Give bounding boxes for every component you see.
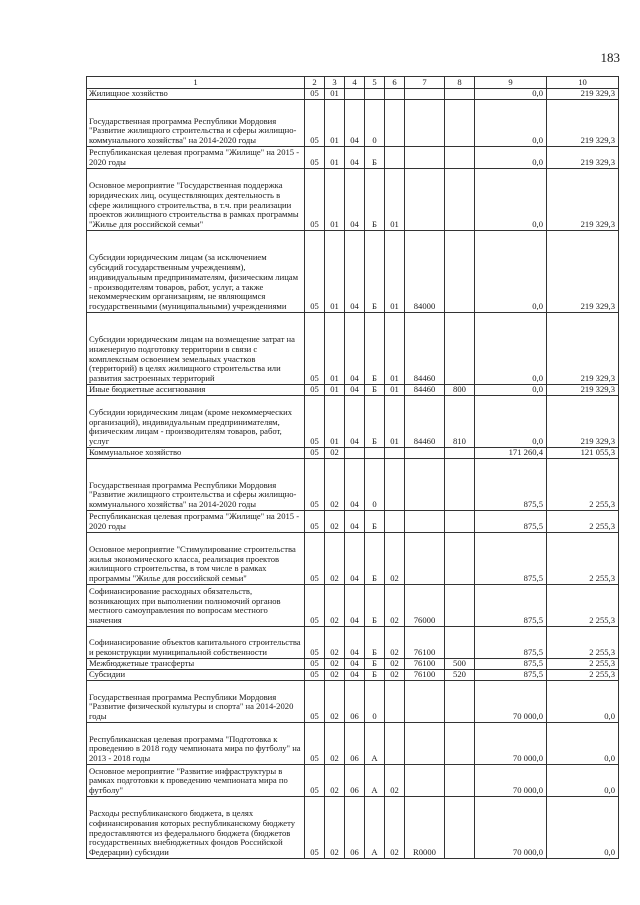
direction-code: 76100 — [405, 627, 445, 659]
program-code: 04 — [345, 533, 365, 585]
table-row — [87, 670, 619, 681]
subsection-code: 01 — [325, 169, 345, 231]
row-description: Софинансирование объектов капитального строительства и реконструкции муниципальной собственности — [87, 627, 305, 659]
expense-type-code — [445, 511, 475, 533]
expense-type-code — [445, 459, 475, 511]
table-row — [87, 533, 619, 585]
direction-code: 84460 — [405, 396, 445, 448]
header-cell: 10 — [547, 77, 619, 89]
header-cell: 3 — [325, 77, 345, 89]
row-description: Расходы республиканского бюджета, в целях софинансирования которых республиканскому бюджету предоставляются из федерального бюджета (бюджетов государственных внебюджетных фондов Российской Федерации) субсидии — [87, 797, 305, 859]
subprogram-code: А — [365, 797, 385, 859]
activity-code — [385, 459, 405, 511]
amount-col10: 2 255,3 — [547, 459, 619, 511]
activity-code: 01 — [385, 231, 405, 313]
activity-code — [385, 147, 405, 169]
subsection-code: 02 — [325, 659, 345, 670]
amount-col10: 2 255,3 — [547, 670, 619, 681]
amount-col9: 70 000,0 — [475, 681, 547, 723]
section-code: 05 — [305, 313, 325, 385]
direction-code: 76000 — [405, 585, 445, 627]
amount-col10: 219 329,3 — [547, 231, 619, 313]
program-code: 04 — [345, 169, 365, 231]
expense-type-code — [445, 797, 475, 859]
program-code: 06 — [345, 797, 365, 859]
section-code: 05 — [305, 585, 325, 627]
amount-col9: 0,0 — [475, 169, 547, 231]
subsection-code: 01 — [325, 147, 345, 169]
activity-code: 01 — [385, 385, 405, 396]
section-code: 05 — [305, 765, 325, 797]
subsection-code: 01 — [325, 385, 345, 396]
direction-code — [405, 100, 445, 147]
activity-code: 01 — [385, 313, 405, 385]
header-cell: 1 — [87, 77, 305, 89]
direction-code — [405, 723, 445, 765]
table-row — [87, 797, 619, 859]
expense-type-code — [445, 681, 475, 723]
activity-code — [385, 723, 405, 765]
header-cell: 7 — [405, 77, 445, 89]
row-description: Жилищное хозяйство — [87, 89, 305, 100]
direction-code: 84460 — [405, 385, 445, 396]
section-code: 05 — [305, 147, 325, 169]
table-row — [87, 723, 619, 765]
subprogram-code: А — [365, 723, 385, 765]
row-description: Основное мероприятие "Развитие инфраструктуры в рамках подготовки к проведению чемпионата мира по футболу" — [87, 765, 305, 797]
program-code — [345, 448, 365, 459]
budget-table — [86, 76, 619, 859]
expense-type-code: 520 — [445, 670, 475, 681]
direction-code — [405, 459, 445, 511]
section-code: 05 — [305, 89, 325, 100]
subprogram-code: Б — [365, 533, 385, 585]
program-code: 04 — [345, 313, 365, 385]
row-description: Государственная программа Республики Мордовия "Развитие физической культуры и спорта" на 2014-2020 годы — [87, 681, 305, 723]
subsection-code: 02 — [325, 448, 345, 459]
subprogram-code — [365, 89, 385, 100]
header-cell: 8 — [445, 77, 475, 89]
activity-code: 01 — [385, 169, 405, 231]
activity-code: 02 — [385, 797, 405, 859]
direction-code — [405, 765, 445, 797]
amount-col10: 2 255,3 — [547, 627, 619, 659]
amount-col9: 0,0 — [475, 89, 547, 100]
amount-col10: 0,0 — [547, 723, 619, 765]
direction-code: 76100 — [405, 659, 445, 670]
row-description: Государственная программа Республики Мордовия "Развитие жилищного строительства и сферы жилищно-коммунального хозяйства" на 2014-2020 годы — [87, 100, 305, 147]
activity-code — [385, 100, 405, 147]
subsection-code: 02 — [325, 627, 345, 659]
amount-col10: 219 329,3 — [547, 385, 619, 396]
subsection-code: 02 — [325, 459, 345, 511]
direction-code — [405, 681, 445, 723]
page-number: 183 — [600, 50, 620, 65]
subprogram-code: Б — [365, 385, 385, 396]
amount-col10: 0,0 — [547, 797, 619, 859]
program-code: 04 — [345, 396, 365, 448]
section-code: 05 — [305, 659, 325, 670]
amount-col10: 2 255,3 — [547, 511, 619, 533]
program-code — [345, 89, 365, 100]
subsection-code: 02 — [325, 797, 345, 859]
amount-col9: 0,0 — [475, 231, 547, 313]
program-code: 04 — [345, 385, 365, 396]
activity-code: 02 — [385, 670, 405, 681]
row-description: Субсидии — [87, 670, 305, 681]
amount-col9: 70 000,0 — [475, 797, 547, 859]
section-code: 05 — [305, 100, 325, 147]
subsection-code: 02 — [325, 765, 345, 797]
expense-type-code — [445, 89, 475, 100]
expense-type-code — [445, 231, 475, 313]
subprogram-code: Б — [365, 670, 385, 681]
subprogram-code: 0 — [365, 100, 385, 147]
subsection-code: 01 — [325, 100, 345, 147]
amount-col9: 171 260,4 — [475, 448, 547, 459]
activity-code: 01 — [385, 396, 405, 448]
subprogram-code: Б — [365, 396, 385, 448]
subprogram-code: Б — [365, 313, 385, 385]
table-row — [87, 511, 619, 533]
amount-col10: 2 255,3 — [547, 533, 619, 585]
direction-code — [405, 89, 445, 100]
expense-type-code — [445, 169, 475, 231]
section-code: 05 — [305, 670, 325, 681]
section-code: 05 — [305, 459, 325, 511]
amount-col9: 0,0 — [475, 385, 547, 396]
header-row — [87, 77, 619, 89]
section-code: 05 — [305, 396, 325, 448]
subprogram-code — [365, 448, 385, 459]
subsection-code: 02 — [325, 533, 345, 585]
subsection-code: 02 — [325, 723, 345, 765]
row-description: Государственная программа Республики Мордовия "Развитие жилищного строительства и сферы жилищно-коммунального хозяйства" на 2014-2020 годы — [87, 459, 305, 511]
row-description: Субсидии юридическим лицам (кроме некоммерческих организаций), индивидуальным предпринимателям, физическим лицам - производителям товаров, работ, услуг — [87, 396, 305, 448]
activity-code: 02 — [385, 659, 405, 670]
expense-type-code — [445, 627, 475, 659]
amount-col9: 875,5 — [475, 459, 547, 511]
table-row — [87, 627, 619, 659]
direction-code — [405, 533, 445, 585]
program-code: 06 — [345, 765, 365, 797]
table-row — [87, 681, 619, 723]
direction-code — [405, 169, 445, 231]
subsection-code: 01 — [325, 231, 345, 313]
direction-code: 84000 — [405, 231, 445, 313]
row-description: Коммунальное хозяйство — [87, 448, 305, 459]
expense-type-code: 800 — [445, 385, 475, 396]
amount-col10: 121 055,3 — [547, 448, 619, 459]
section-code: 05 — [305, 533, 325, 585]
expense-type-code — [445, 533, 475, 585]
subprogram-code: 0 — [365, 459, 385, 511]
expense-type-code — [445, 765, 475, 797]
expense-type-code: 500 — [445, 659, 475, 670]
direction-code — [405, 511, 445, 533]
row-description: Межбюджетные трансферты — [87, 659, 305, 670]
activity-code — [385, 448, 405, 459]
table-row — [87, 396, 619, 448]
header-cell: 4 — [345, 77, 365, 89]
subsection-code: 02 — [325, 670, 345, 681]
amount-col9: 0,0 — [475, 100, 547, 147]
program-code: 04 — [345, 670, 365, 681]
program-code: 06 — [345, 723, 365, 765]
direction-code: 76100 — [405, 670, 445, 681]
subsection-code: 01 — [325, 313, 345, 385]
expense-type-code — [445, 723, 475, 765]
amount-col9: 875,5 — [475, 670, 547, 681]
subprogram-code: Б — [365, 585, 385, 627]
direction-code — [405, 147, 445, 169]
section-code: 05 — [305, 723, 325, 765]
table-row — [87, 231, 619, 313]
program-code: 04 — [345, 511, 365, 533]
section-code: 05 — [305, 627, 325, 659]
expense-type-code — [445, 100, 475, 147]
table-row — [87, 459, 619, 511]
subprogram-code: Б — [365, 659, 385, 670]
amount-col9: 875,5 — [475, 533, 547, 585]
subprogram-code: А — [365, 765, 385, 797]
activity-code: 02 — [385, 627, 405, 659]
table-row — [87, 313, 619, 385]
table-row — [87, 659, 619, 670]
amount-col9: 875,5 — [475, 585, 547, 627]
table-row — [87, 89, 619, 100]
row-description: Республиканская целевая программа "Жилище" на 2015 - 2020 годы — [87, 147, 305, 169]
amount-col9: 875,5 — [475, 627, 547, 659]
amount-col9: 70 000,0 — [475, 765, 547, 797]
amount-col10: 219 329,3 — [547, 396, 619, 448]
section-code: 05 — [305, 231, 325, 313]
expense-type-code — [445, 147, 475, 169]
subsection-code: 01 — [325, 396, 345, 448]
amount-col9: 875,5 — [475, 659, 547, 670]
table-row — [87, 765, 619, 797]
section-code: 05 — [305, 448, 325, 459]
program-code: 04 — [345, 147, 365, 169]
subprogram-code: Б — [365, 169, 385, 231]
amount-col9: 875,5 — [475, 511, 547, 533]
header-cell: 5 — [365, 77, 385, 89]
amount-col10: 219 329,3 — [547, 89, 619, 100]
amount-col10: 0,0 — [547, 765, 619, 797]
table-row — [87, 448, 619, 459]
amount-col10: 0,0 — [547, 681, 619, 723]
expense-type-code — [445, 448, 475, 459]
subprogram-code: Б — [365, 511, 385, 533]
amount-col10: 219 329,3 — [547, 169, 619, 231]
expense-type-code — [445, 313, 475, 385]
subsection-code: 01 — [325, 89, 345, 100]
amount-col10: 2 255,3 — [547, 585, 619, 627]
row-description: Субсидии юридическим лицам (за исключением субсидий государственным учреждениям), индивидуальным предпринимателям, физическим лицам - производителям товаров, работ, услуг, а также некоммерческим организациям, не являющимся государственными (муниципальными) учреждениями — [87, 231, 305, 313]
expense-type-code — [445, 585, 475, 627]
section-code: 05 — [305, 385, 325, 396]
program-code: 06 — [345, 681, 365, 723]
expense-type-code: 810 — [445, 396, 475, 448]
direction-code: 84460 — [405, 313, 445, 385]
header-cell: 9 — [475, 77, 547, 89]
section-code: 05 — [305, 681, 325, 723]
table-row — [87, 585, 619, 627]
section-code: 05 — [305, 169, 325, 231]
amount-col10: 219 329,3 — [547, 313, 619, 385]
table-row — [87, 385, 619, 396]
activity-code: 02 — [385, 533, 405, 585]
row-description: Республиканская целевая программа "Подготовка к проведению в 2018 году чемпионата мира по футболу" на 2013 - 2018 годы — [87, 723, 305, 765]
amount-col9: 0,0 — [475, 147, 547, 169]
program-code: 04 — [345, 627, 365, 659]
amount-col9: 0,0 — [475, 313, 547, 385]
subprogram-code: Б — [365, 627, 385, 659]
table-row — [87, 100, 619, 147]
activity-code: 02 — [385, 765, 405, 797]
activity-code: 02 — [385, 585, 405, 627]
subsection-code: 02 — [325, 585, 345, 627]
row-description: Субсидии юридическим лицам на возмещение затрат на инженерную подготовку территории в связи с комплексным освоением земельных участков (территорий) в целях жилищного строительства или развития застроенных территорий — [87, 313, 305, 385]
row-description: Софинансирование расходных обязательств, возникающих при выполнении полномочий органов местного самоуправления по вопросам местного значения — [87, 585, 305, 627]
program-code: 04 — [345, 231, 365, 313]
subsection-code: 02 — [325, 681, 345, 723]
table-row — [87, 169, 619, 231]
section-code: 05 — [305, 797, 325, 859]
activity-code — [385, 89, 405, 100]
program-code: 04 — [345, 459, 365, 511]
activity-code — [385, 511, 405, 533]
header-cell: 6 — [385, 77, 405, 89]
amount-col10: 2 255,3 — [547, 659, 619, 670]
program-code: 04 — [345, 659, 365, 670]
amount-col9: 0,0 — [475, 396, 547, 448]
row-description: Иные бюджетные ассигнования — [87, 385, 305, 396]
row-description: Республиканская целевая программа "Жилище" на 2015 - 2020 годы — [87, 511, 305, 533]
amount-col10: 219 329,3 — [547, 100, 619, 147]
row-description: Основное мероприятие "Стимулирование строительства жилья экономического класса, реализация проектов жилищного строительства, в том числе в рамках программы "Жилье для российской семьи" — [87, 533, 305, 585]
direction-code — [405, 448, 445, 459]
subsection-code: 02 — [325, 511, 345, 533]
subprogram-code: Б — [365, 231, 385, 313]
amount-col9: 70 000,0 — [475, 723, 547, 765]
subprogram-code: Б — [365, 147, 385, 169]
program-code: 04 — [345, 585, 365, 627]
direction-code: R0000 — [405, 797, 445, 859]
program-code: 04 — [345, 100, 365, 147]
activity-code — [385, 681, 405, 723]
amount-col10: 219 329,3 — [547, 147, 619, 169]
row-description: Основное мероприятие "Государственная поддержка юридических лиц, осуществляющих деятельность в сфере жилищного строительства, в т.ч. при реализации проектов жилищного строительства в рамках программы "Жилье для российской семьи" — [87, 169, 305, 231]
table-row — [87, 147, 619, 169]
section-code: 05 — [305, 511, 325, 533]
header-cell: 2 — [305, 77, 325, 89]
subprogram-code: 0 — [365, 681, 385, 723]
